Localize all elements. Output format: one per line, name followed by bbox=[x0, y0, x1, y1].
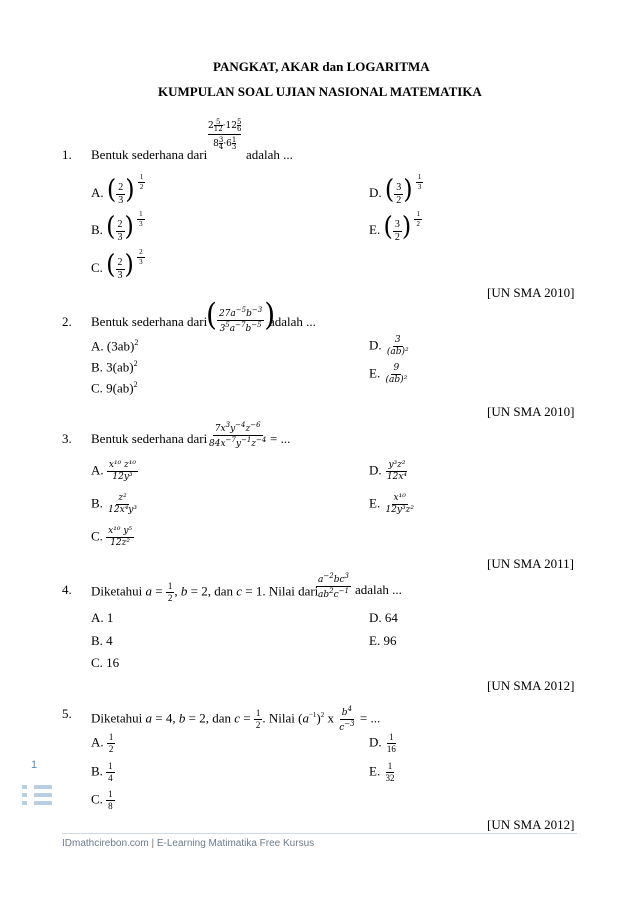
option-label: E. bbox=[369, 365, 381, 381]
option-b[interactable] bbox=[91, 762, 115, 783]
page-corner-decoration bbox=[14, 783, 60, 813]
fraction-denominator: 12y³ bbox=[112, 472, 133, 482]
option-label: C. bbox=[91, 380, 103, 396]
option-d[interactable]: D. ( $\frac{3}{2}$ ) $\frac{1}{3}$ bbox=[369, 172, 422, 206]
source-label: [UN SMA 2010] bbox=[487, 404, 575, 419]
option-a[interactable]: A. ( $\frac{2}{3}$ ) $\frac{1}{2}$ bbox=[91, 172, 144, 206]
option-label: B. bbox=[91, 633, 103, 648]
fraction-numerator: x¹⁰ y⁵ bbox=[108, 526, 133, 536]
option-label: B. bbox=[91, 359, 103, 375]
option-e[interactable]: E. ( $\frac{3}{2}$ ) $\frac{1}{2}$ bbox=[369, 209, 420, 243]
fraction-denominator: 12y³z² bbox=[385, 505, 414, 515]
exponent-denominator: 2 bbox=[416, 219, 420, 228]
fraction-denominator: 3 bbox=[117, 231, 123, 243]
option-label: A. bbox=[91, 185, 104, 200]
exponent-numerator: 1 bbox=[416, 209, 420, 218]
question-suffix: adalah ... bbox=[246, 147, 293, 162]
option-label: D. bbox=[369, 462, 382, 478]
question-suffix: = ... bbox=[359, 710, 381, 726]
option-exponent: 2 bbox=[133, 359, 138, 368]
question-expression: $\frac{7x^3y^{-4}z^{-6}}{84x^{-7}y^{-1}z^{-4}}$ bbox=[209, 421, 267, 449]
question-text: Diketahui a = 4, b = 2, dan c = $\frac{1}{2}$ . Nilai $(a^{-1})^2$ x $\frac{b^4}{c^{-3}}$ = ... bbox=[91, 705, 381, 733]
question-text-part: Diketahui bbox=[91, 583, 143, 599]
fraction-denominator: 12x⁴y³ bbox=[108, 505, 137, 515]
fraction-denominator: 12z² bbox=[110, 538, 130, 548]
fraction-numerator: 9 bbox=[393, 363, 400, 373]
option-exponent: 2 bbox=[134, 338, 139, 347]
option-c[interactable] bbox=[91, 380, 138, 396]
option-label: D. bbox=[369, 734, 382, 750]
source-label: [UN SMA 2012] bbox=[487, 817, 575, 832]
exponent-denominator: 3 bbox=[139, 257, 143, 266]
option-text: 3(ab) bbox=[106, 359, 134, 375]
option-e[interactable] bbox=[369, 494, 416, 515]
option-text: (3ab) bbox=[106, 338, 135, 354]
fraction-numerator: 3 bbox=[396, 181, 402, 193]
option-value: 16 bbox=[106, 655, 120, 670]
option-label: C. bbox=[91, 791, 103, 807]
question-expression: 2 $^{\frac{5}{12}}$ ·12 $^{\frac{5}{6}}$ 8 $^{\frac{3}{4}}$ ·6 $^{\frac{1}{3}}$ bbox=[208, 118, 242, 151]
option-label: D. bbox=[369, 337, 382, 353]
option-value: 64 bbox=[384, 610, 398, 625]
fraction-numerator: 3 bbox=[394, 335, 401, 345]
question-text-part: = 1. Nilai dari bbox=[245, 583, 319, 599]
option-a[interactable] bbox=[91, 461, 138, 482]
question-expression: ( $\frac{27a^{-5}b^{-3}}{3^5a^{-7}b^{-5}}$ ) bbox=[206, 296, 276, 334]
option-label: E. bbox=[369, 222, 381, 237]
option-value: 1 bbox=[106, 610, 114, 625]
option-b[interactable] bbox=[91, 633, 113, 649]
footer-text: IDmathcirebon.com | E-Learning Matimatika Free Kursus bbox=[62, 838, 315, 849]
option-d[interactable] bbox=[369, 610, 398, 626]
fraction-denominator: 3 bbox=[118, 194, 124, 206]
option-label: C. bbox=[91, 260, 103, 275]
question-number: 2. bbox=[62, 314, 72, 329]
fraction-denominator: 16 bbox=[386, 744, 396, 754]
question-prefix: Bentuk sederhana dari bbox=[91, 147, 208, 162]
option-label: E. bbox=[369, 633, 381, 648]
fraction-denominator: 8 bbox=[108, 801, 113, 811]
fraction-numerator: 1 bbox=[389, 732, 394, 742]
fraction-numerator: 2 bbox=[117, 218, 123, 230]
option-label: B. bbox=[91, 222, 103, 237]
fraction-numerator: 1 bbox=[108, 732, 114, 742]
fraction-denominator: 2 bbox=[396, 194, 402, 206]
exponent-numerator: 1 bbox=[139, 172, 144, 181]
option-b[interactable]: B. ( $\frac{2}{3}$ ) $\frac{1}{3}$ bbox=[91, 209, 143, 243]
option-a[interactable] bbox=[91, 610, 113, 626]
exponent-numerator: 1 bbox=[417, 172, 422, 181]
option-label: E. bbox=[369, 495, 381, 511]
option-exponent: 2 bbox=[133, 380, 138, 389]
fraction-numerator: x¹⁰ z¹⁰ bbox=[108, 460, 137, 470]
question-suffix: = ... bbox=[270, 431, 291, 446]
question-number: 3. bbox=[62, 431, 72, 446]
exponent-denominator: 3 bbox=[417, 182, 422, 191]
question-text-part: = 2, dan bbox=[188, 710, 231, 726]
option-d[interactable] bbox=[369, 733, 398, 754]
fraction-numerator: z² bbox=[118, 493, 127, 503]
question-text: Diketahui a = $\frac{1}{2}$ , b = 2, dan c = 1. Nilai dari bbox=[91, 581, 319, 603]
option-c[interactable] bbox=[91, 655, 119, 671]
exponent-denominator: 2 bbox=[139, 182, 144, 191]
fraction-numerator: 1 bbox=[108, 761, 113, 771]
source-label: [UN SMA 2010] bbox=[487, 285, 575, 300]
fraction-denominator: 12x⁴ bbox=[386, 472, 408, 482]
source-label: [UN SMA 2012] bbox=[487, 678, 575, 693]
option-c[interactable] bbox=[91, 527, 134, 548]
fraction-denominator: (ab)² bbox=[386, 347, 409, 357]
option-a[interactable] bbox=[91, 338, 138, 354]
question-text-part: = 4, bbox=[155, 710, 176, 726]
fraction-numerator: y³z² bbox=[388, 460, 406, 470]
option-c[interactable] bbox=[91, 790, 115, 811]
page-number: 1 bbox=[31, 759, 38, 771]
fraction-numerator: 1 bbox=[108, 789, 113, 799]
option-label: C. bbox=[91, 655, 103, 670]
question-number: 1. bbox=[62, 147, 72, 162]
option-label: A. bbox=[91, 734, 104, 750]
exponent-numerator: 2 bbox=[139, 247, 143, 256]
option-label: A. bbox=[91, 338, 104, 354]
question-text-part: = 2, dan bbox=[190, 583, 233, 599]
option-label: C. bbox=[91, 528, 103, 544]
fraction-numerator: 2 bbox=[118, 181, 124, 193]
option-value: 4 bbox=[106, 633, 113, 648]
question-number: 5. bbox=[62, 706, 72, 721]
option-b[interactable] bbox=[91, 494, 139, 515]
fraction-denominator: 2 bbox=[394, 231, 400, 243]
fraction-denominator: 2 bbox=[108, 744, 114, 754]
option-d[interactable] bbox=[369, 336, 411, 357]
option-label: D. bbox=[369, 185, 382, 200]
question-prefix: Bentuk sederhana dari bbox=[91, 314, 208, 329]
option-text: 9(ab) bbox=[106, 380, 134, 396]
page-title: PANGKAT, AKAR dan LOGARITMA bbox=[213, 59, 430, 74]
option-e[interactable] bbox=[369, 633, 396, 649]
question-suffix: adalah ... bbox=[355, 582, 402, 597]
option-b[interactable] bbox=[91, 359, 138, 375]
fraction-numerator: 1 bbox=[387, 761, 393, 771]
option-e[interactable] bbox=[369, 762, 396, 783]
footer-divider bbox=[62, 833, 577, 834]
fraction-numerator: 2 bbox=[117, 256, 123, 268]
fraction-denominator: 4 bbox=[108, 773, 113, 783]
question-prefix: Bentuk sederhana dari bbox=[91, 431, 208, 446]
option-label: A. bbox=[91, 610, 104, 625]
fraction-denominator: 32 bbox=[385, 773, 395, 783]
question-text-part: Diketahui bbox=[91, 710, 143, 726]
fraction-denominator: (ab)² bbox=[385, 375, 408, 385]
exponent-denominator: 3 bbox=[139, 219, 143, 228]
option-a[interactable] bbox=[91, 733, 115, 754]
option-label: B. bbox=[91, 763, 103, 779]
fraction-numerator: x¹⁰ bbox=[393, 493, 406, 503]
question-expression: $\frac{a^{-2}bc^3}{ab^2c^{-1}}$ bbox=[318, 572, 349, 600]
option-label: B. bbox=[91, 495, 103, 511]
option-label: A. bbox=[91, 462, 104, 478]
option-e[interactable] bbox=[369, 364, 409, 385]
page-subtitle: KUMPULAN SOAL UJIAN NASIONAL MATEMATIKA bbox=[158, 84, 482, 99]
question-suffix: adalah ... bbox=[269, 314, 316, 329]
option-label: E. bbox=[369, 763, 381, 779]
fraction-denominator: 3 bbox=[117, 269, 123, 281]
source-label: [UN SMA 2011] bbox=[487, 556, 574, 571]
option-value: 96 bbox=[383, 633, 397, 648]
question-number: 4. bbox=[62, 582, 72, 597]
fraction-numerator: 3 bbox=[394, 218, 400, 230]
question-text-part: . Nilai bbox=[262, 710, 295, 726]
exponent-numerator: 1 bbox=[139, 209, 143, 218]
option-d[interactable] bbox=[369, 461, 409, 482]
option-label: D. bbox=[369, 610, 382, 625]
option-c[interactable]: C. ( $\frac{2}{3}$ ) $\frac{2}{3}$ bbox=[91, 247, 143, 281]
